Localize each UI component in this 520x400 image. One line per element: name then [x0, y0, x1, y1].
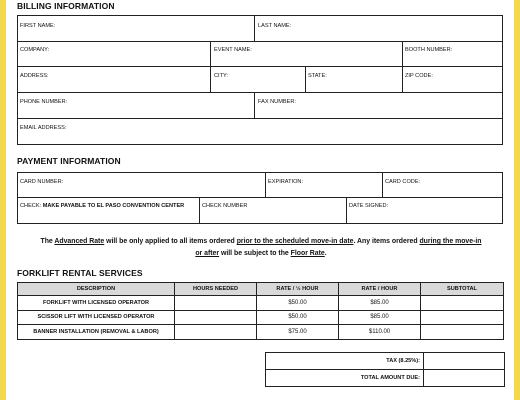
- card-number-field[interactable]: CARD NUMBER:: [20, 179, 64, 185]
- table-row: [18, 325, 504, 340]
- date-signed-field[interactable]: DATE SIGNED:: [349, 203, 389, 209]
- company-field[interactable]: COMPANY:: [20, 47, 50, 53]
- rate-half-hour: $75.00: [257, 325, 339, 340]
- tax-row: [266, 353, 505, 370]
- table-row: [18, 296, 504, 311]
- zip-code-field[interactable]: ZIP CODE:: [405, 73, 433, 79]
- hours-needed-input[interactable]: [175, 296, 257, 311]
- last-name-field[interactable]: LAST NAME:: [258, 23, 292, 29]
- forklift-table: [17, 282, 504, 340]
- booth-number-field[interactable]: BOOTH NUMBER:: [405, 47, 453, 53]
- form-sheet: [6, 0, 514, 400]
- check-number-field[interactable]: CHECK NUMBER: [202, 203, 248, 209]
- subtotal-input[interactable]: [421, 296, 504, 311]
- total-amount-input[interactable]: [424, 370, 505, 387]
- forklift-section-title: FORKLIFT RENTAL SERVICES: [17, 268, 143, 278]
- tax-label: TAX (8.25%):: [266, 353, 424, 370]
- rate-notice: [17, 236, 505, 260]
- forklift-table-header: [18, 283, 504, 296]
- notice-text-5: .: [324, 250, 327, 257]
- notice-text-1: The: [40, 238, 55, 245]
- hours-needed-input[interactable]: [175, 325, 257, 340]
- event-name-field[interactable]: EVENT NAME:: [214, 47, 252, 53]
- rate-hour: $85.00: [339, 296, 421, 311]
- tax-input[interactable]: [424, 353, 505, 370]
- col-header-subtotal: SUBTOTAL: [421, 283, 504, 296]
- payment-section-title: PAYMENT INFORMATION: [17, 156, 121, 166]
- col-header-rate-half-hour: RATE / ½ HOUR: [257, 283, 339, 296]
- first-name-field[interactable]: FIRST NAME:: [20, 23, 56, 29]
- notice-text-4: will be subject to the: [219, 250, 291, 257]
- email-address-field[interactable]: EMAIL ADDRESS:: [20, 125, 67, 131]
- rate-hour: $110.00: [339, 325, 421, 340]
- subtotal-input[interactable]: [421, 310, 504, 325]
- billing-section-title: BILLING INFORMATION: [17, 1, 115, 11]
- row-description: FORKLIFT WITH LICENSED OPERATOR: [18, 296, 175, 311]
- notice-text-3: . Any items ordered: [353, 238, 420, 245]
- hours-needed-input[interactable]: [175, 310, 257, 325]
- payment-box: [17, 172, 503, 224]
- notice-text-2: will be only applied to all items ordered: [104, 238, 237, 245]
- notice-during-move-in: during the move-in: [419, 238, 482, 245]
- subtotal-input[interactable]: [421, 325, 504, 340]
- city-field[interactable]: CITY:: [214, 73, 228, 79]
- fax-number-field[interactable]: FAX NUMBER:: [258, 99, 296, 105]
- notice-or-after: or after: [195, 250, 220, 257]
- notice-advanced-rate: Advanced Rate: [54, 238, 105, 245]
- notice-prior-move-in: prior to the scheduled move-in date: [236, 238, 354, 245]
- rate-half-hour: $50.00: [257, 310, 339, 325]
- expiration-field[interactable]: EXPIRATION:: [268, 179, 304, 185]
- card-code-field[interactable]: CARD CODE:: [385, 179, 421, 185]
- phone-number-field[interactable]: PHONE NUMBER:: [20, 99, 68, 105]
- col-header-description: DESCRIPTION: [18, 283, 175, 296]
- table-row: [18, 310, 504, 325]
- address-field[interactable]: ADDRESS:: [20, 73, 49, 79]
- check-field[interactable]: [20, 203, 184, 209]
- total-amount-label: TOTAL AMOUNT DUE:: [266, 370, 424, 387]
- col-header-hours-needed: HOURS NEEDED: [175, 283, 257, 296]
- total-row: [266, 370, 505, 387]
- billing-box: [17, 15, 503, 145]
- totals-table: [265, 352, 505, 387]
- col-header-rate-hour: RATE / HOUR: [339, 283, 421, 296]
- rate-half-hour: $50.00: [257, 296, 339, 311]
- row-description: SCISSOR LIFT WITH LICENSED OPERATOR: [18, 310, 175, 325]
- notice-floor-rate: Floor Rate: [290, 250, 325, 257]
- state-field[interactable]: STATE:: [308, 73, 327, 79]
- check-payable-text: MAKE PAYABLE TO EL PASO CONVENTION CENTER: [42, 203, 185, 209]
- rate-hour: $85.00: [339, 310, 421, 325]
- check-prefix: CHECK:: [20, 203, 42, 209]
- row-description: BANNER INSTALLATION (REMOVAL & LABOR): [18, 325, 175, 340]
